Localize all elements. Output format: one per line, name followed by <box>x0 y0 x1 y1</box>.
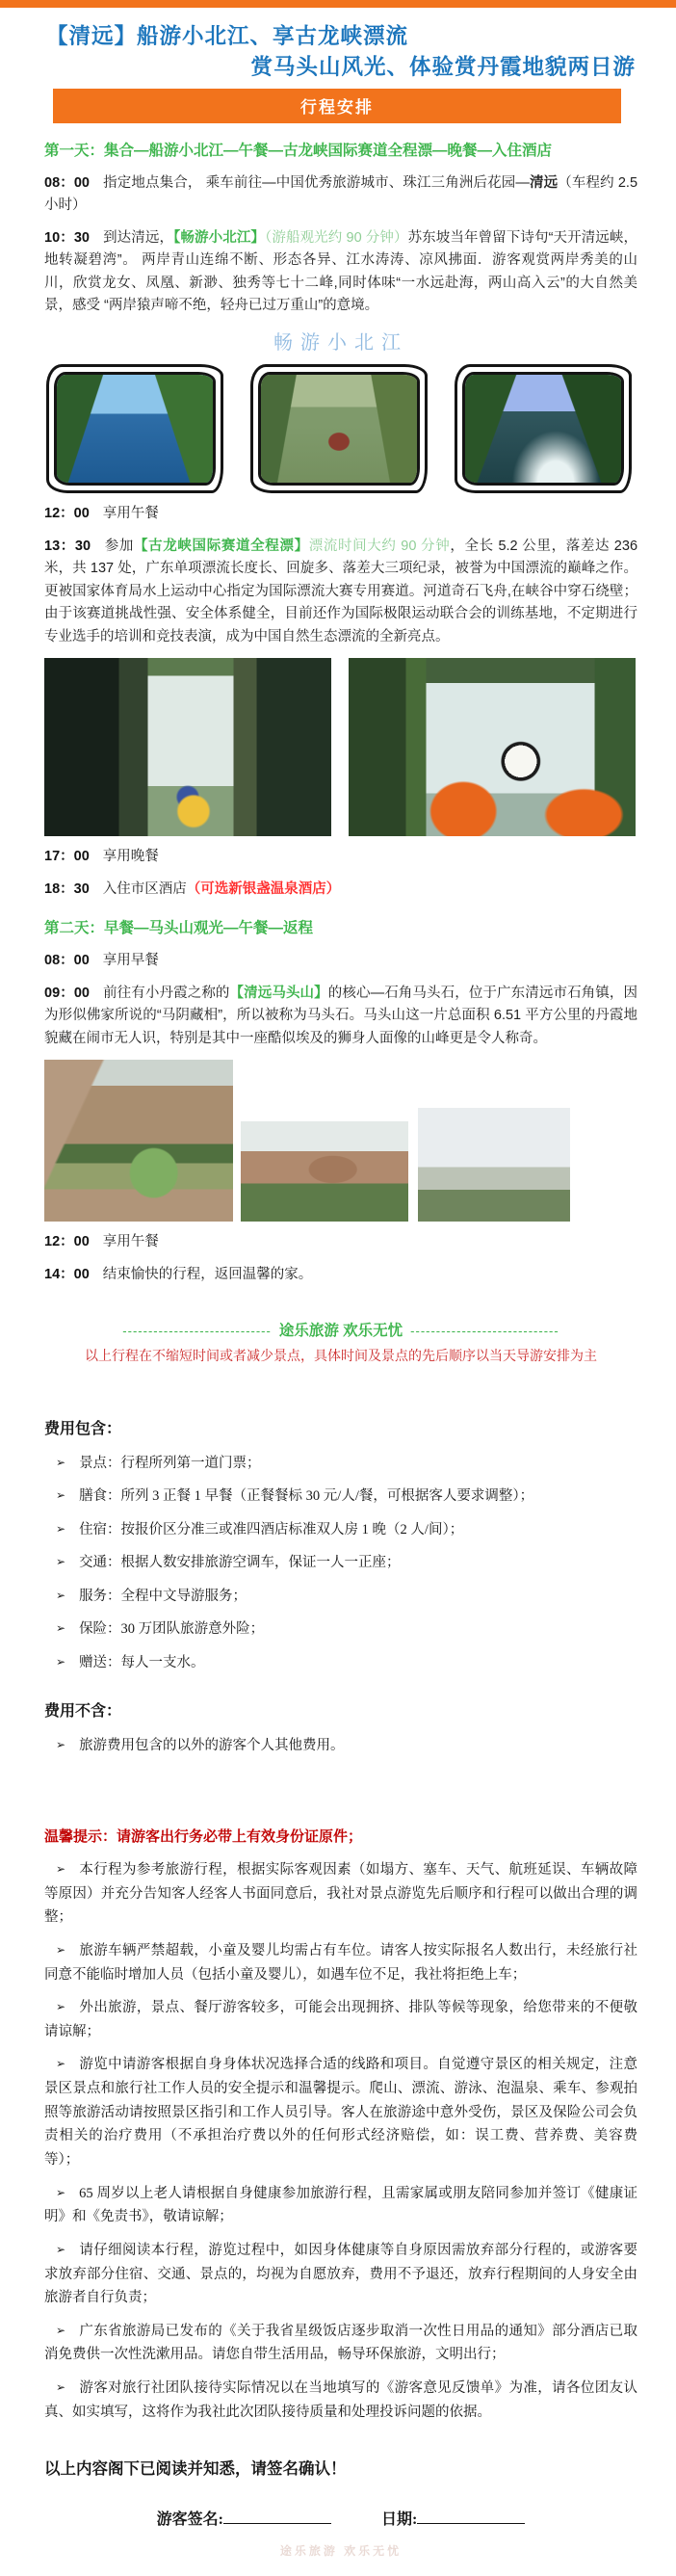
fee-item-text: 赠送：每人一支水。 <box>79 1654 205 1670</box>
arrow-bullet-icon: ➢ <box>56 1861 66 1876</box>
fee-item <box>44 1453 637 1475</box>
arrow-bullet-icon: ➢ <box>56 1555 66 1569</box>
tips-list <box>44 1858 637 2424</box>
fees-excluded-title: 费用不含： <box>44 1703 122 1721</box>
photo-matoushan-3 <box>418 1108 570 1222</box>
row-text: 的核心—石角马头石，位于广东清远市石角镇，因为形似佛家所说的“马阴藏相”，所以被称为马头石。马头山这一片总面积 6.51 平方公里的丹霞地貌藏在闹市无人识，特别是其中一座酷似埃及的狮身人面像的山峰更是令人称奇。 <box>44 985 638 1046</box>
fee-item-text: 保险：30 万团队旅游意外险； <box>79 1621 265 1638</box>
photo-caption: 畅游小北江 <box>273 331 408 354</box>
time-label: 12：00 <box>44 506 90 522</box>
brand-divider <box>44 1319 637 1343</box>
row-text: 享用午餐 <box>102 506 159 522</box>
arrow-bullet-icon: ➢ <box>56 2057 66 2071</box>
tip-item-text: 游览中请游客根据自身身体状况选择合适的线路和项目。自觉遵守景区的相关规定，注意景区景点和旅行社工作人员的安全提示和温馨提示。爬山、漂流、游泳、泡温泉、乘车、参观拍照等旅游活动请按照景区指引和工作人员引导。客人在旅游途中意外受伤，景区及保险公司会负责相关的治疗费用（不承担治疗费以外的任何形式经济赔偿，如：误工费、营养费、美容费等）； <box>44 2057 637 2168</box>
terms-section <box>44 1417 637 2533</box>
photo-gulongxia-rafting-1 <box>44 658 331 836</box>
arrow-bullet-icon: ➢ <box>56 1621 66 1636</box>
time-label: 17：00 <box>44 849 90 865</box>
arrow-bullet-icon: ➢ <box>56 1488 66 1503</box>
tip-item-text: 外出旅游，景点、餐厅游客较多，可能会出现拥挤、排队等候等现象，给您带来的不便敬请谅解； <box>44 2000 637 2039</box>
row-text: 结束愉快的行程，返回温馨的家。 <box>102 1266 313 1282</box>
row-text: 苏东坡当年曾留下诗句“天开清远峡，地转凝碧湾”。 两岸青山连绵不断、形态各异、江水涛涛、凉风拂面．游客观赏两岸秀美的山川，欣赏龙女、凤凰、新渺、独秀等七十二峰,同时体味“一水远赴海，两山高入云”的大自然美景，感受 “两岸猿声啼不绝，轻舟已过万重山”的意境。 <box>44 229 638 314</box>
title-line-1: 【清远】船游小北江、享古龙峡漂流 <box>46 24 409 48</box>
tip-item-text: 本行程为参考旅游行程，根据实际客观因素（如塌方、塞车、天气、航班延误、车辆故障等原因）并充分告知客人经客人书面同意后，我社对景点游览先后顺序和行程可以做出合理的调整； <box>44 1861 637 1926</box>
confirm-statement: 以上内容阁下已阅读并知悉，请签名确认！ <box>44 2459 347 2479</box>
tips-title: 温馨提示：请游客出行务必带上有效身份证原件； <box>44 1828 363 1845</box>
time-label: 08：00 <box>44 953 90 969</box>
fee-item-text: 旅游费用包含的以外的游客个人其他费用。 <box>79 1738 345 1754</box>
row-text: 享用晚餐 <box>102 849 159 865</box>
row-text: ，全长 5.2 公里，落差达 236 米，共 137 处，广东单项漂流长度长、回旋多、落差大三项纪录，被誉为中国漂流的巅峰之作。更被国家体育局水上运动中心指定为国际漂流大赛专用赛道。河道奇石飞舟,在峡谷中穿石绕壁；由于该赛道挑战性强、安全体系健全，目前还作为国际极限运动联合会的训练基地，不定期进行专业选手的培训和竞技表演，成为中国自然生态漂流的全新亮点。 <box>44 538 638 644</box>
fee-item <box>44 1618 637 1641</box>
row-text: （车程约 2.5 小时） <box>44 174 638 214</box>
attraction-tag: 【古龙峡国际赛道全程漂】 <box>133 538 309 554</box>
day1-row-0800 <box>44 172 637 218</box>
fee-item <box>44 1586 637 1608</box>
watermark: 途乐旅游 欢乐无忧 <box>279 2544 403 2559</box>
photo-gulongxia-rafting-2 <box>349 658 636 836</box>
photo-frame-inner <box>258 372 420 486</box>
fees-included-list <box>44 1453 637 1674</box>
date-label: 日期: <box>381 2511 418 2529</box>
day2-row-0900 <box>44 983 637 1050</box>
title-line-2: 赏马头山风光、体验赏丹霞地貌两日游 <box>250 54 636 79</box>
time-label: 13：30 <box>44 538 91 554</box>
row-text: 享用午餐 <box>102 1234 159 1250</box>
tip-item-text: 广东省旅游局已发布的《关于我省星级饭店逐步取消一次性日用品的通知》部分酒店已取消免费供一次性洗漱用品。请您自带生活用品，畅导环保旅游，文明出行； <box>44 2323 637 2363</box>
fee-item-text: 住宿：按报价区分准三或准四酒店标准双人房 1 晚（2 人/间）； <box>79 1521 464 1538</box>
day1-row-1200 <box>44 503 637 525</box>
attraction-tag: 【畅游小北江】 <box>173 229 266 246</box>
fee-item <box>44 1519 637 1541</box>
destination-bold: 清远 <box>529 174 559 191</box>
arrow-bullet-icon: ➢ <box>56 1942 66 1957</box>
danxia-photo-row <box>44 1060 636 1222</box>
arrow-bullet-icon: ➢ <box>56 2323 66 2337</box>
arrow-bullet-icon: ➢ <box>56 2000 66 2014</box>
day2-row-0800 <box>44 950 637 972</box>
time-label: 10：30 <box>44 229 90 246</box>
tip-item <box>44 2377 637 2424</box>
duration-note: 漂流时间大约 90 分钟 <box>308 538 451 554</box>
tip-item-text: 游客对旅行社团队接待实际情况以在当地填写的《游客意见反馈单》为准，请各位团友认真、如实填写，这将作为我社此次团队接待质量和处理投诉问题的依据。 <box>44 2380 637 2420</box>
arrow-bullet-icon: ➢ <box>56 2185 66 2199</box>
day2-row-1400 <box>44 1264 637 1286</box>
tip-item <box>44 1858 637 1930</box>
arrow-bullet-icon: ➢ <box>56 1738 66 1752</box>
photo-frame-inner <box>462 372 624 486</box>
date-blank-field[interactable] <box>417 2510 525 2524</box>
photo-matoushan-2 <box>241 1121 408 1222</box>
day1-row-1330 <box>44 536 637 648</box>
time-label: 14：00 <box>44 1266 90 1282</box>
fee-item-text: 交通：根据人数安排旅游空调车，保证一人一正座； <box>79 1555 401 1571</box>
rafting-photo-row <box>44 658 636 836</box>
divider-dashes-left: ----------------------------- <box>122 1324 272 1339</box>
fee-item <box>44 1735 637 1757</box>
day1-row-1700 <box>44 846 637 868</box>
signature-row <box>44 2508 637 2533</box>
row-text: 入住市区酒店 <box>102 881 187 897</box>
day2-title: 第二天：早餐—马头山观光—午餐—返程 <box>44 920 314 937</box>
fee-item <box>44 1652 637 1674</box>
fee-item-text: 服务：全程中文导游服务； <box>79 1588 247 1604</box>
row-text: 前往有小丹霞之称的 <box>102 985 230 1001</box>
fees-excluded-list <box>44 1735 637 1757</box>
signature-label: 游客签名: <box>156 2511 223 2529</box>
photo-xiaobeijiang-1 <box>57 375 213 483</box>
arrow-bullet-icon: ➢ <box>56 1521 66 1536</box>
arrow-bullet-icon: ➢ <box>56 2242 66 2256</box>
attraction-tag: 【清远马头山】 <box>229 985 328 1001</box>
fees-included-title: 费用包含： <box>44 1420 122 1437</box>
row-text: 享用早餐 <box>102 953 159 969</box>
photo-xiaobeijiang-2 <box>261 375 417 483</box>
itinerary-banner: 行程安排 <box>53 89 621 123</box>
river-photo-row <box>46 364 632 493</box>
arrow-bullet-icon: ➢ <box>56 1654 66 1669</box>
fee-item-text: 景点：行程所列第一道门票； <box>79 1455 261 1471</box>
time-label: 08：00 <box>44 174 91 191</box>
tip-item <box>44 2053 637 2171</box>
row-text: 到达清远， <box>102 229 174 246</box>
time-label: 09：00 <box>44 985 90 1001</box>
time-label: 12：00 <box>44 1234 90 1250</box>
signature-blank-field[interactable] <box>223 2510 331 2524</box>
photo-frame-inner <box>54 372 216 486</box>
day1-title: 第一天：集合—船游小北江—午餐—古龙峡国际赛道全程漂—晚餐—入住酒店 <box>44 142 553 159</box>
photo-frame <box>250 364 428 493</box>
day1-row-1030 <box>44 227 637 318</box>
tip-item <box>44 2320 637 2367</box>
tip-item <box>44 2239 637 2310</box>
schedule-notice: 以上行程在不缩短时间或者减少景点，具体时间及景点的先后顺序以当天导游安排为主 <box>85 1348 597 1364</box>
photo-frame <box>46 364 223 493</box>
day2-row-1200 <box>44 1231 637 1253</box>
tip-item <box>44 1996 637 2043</box>
tip-item <box>44 2182 637 2229</box>
hotel-option-red: （可选新银盏温泉酒店） <box>186 881 341 897</box>
fee-item <box>44 1485 637 1508</box>
itinerary-content <box>0 139 676 2562</box>
tip-item <box>44 1939 637 1986</box>
duration-note: （游船观光约 90 分钟） <box>265 229 408 246</box>
page-title <box>46 21 636 83</box>
row-text: 参加 <box>104 538 134 554</box>
photo-matoushan-1 <box>44 1060 233 1222</box>
row-text: 指定地点集合， 乘车前往—中国优秀旅游城市、珠江三角洲后花园— <box>103 174 530 191</box>
arrow-bullet-icon: ➢ <box>56 1455 66 1469</box>
photo-frame <box>455 364 632 493</box>
fee-item <box>44 1552 637 1574</box>
photo-xiaobeijiang-3 <box>465 375 621 483</box>
time-label: 18：30 <box>44 881 90 897</box>
divider-dashes-right: ----------------------------- <box>410 1324 559 1339</box>
fee-item-text: 膳食：所列 3 正餐 1 早餐（正餐餐标 30 元/人/餐，可根据客人要求调整）； <box>79 1488 534 1505</box>
tip-item-text: 旅游车辆严禁超载，小童及婴儿均需占有车位。请客人按实际报名人数出行，未经旅行社同意不能临时增加人员（包括小童及婴儿），如遇车位不足，我社将拒绝上车； <box>44 1942 637 1983</box>
brand-wordmark: 途乐旅游 欢乐无忧 <box>278 1323 403 1340</box>
day1-row-1830 <box>44 879 637 901</box>
top-orange-strip <box>0 0 676 8</box>
arrow-bullet-icon: ➢ <box>56 2380 66 2395</box>
tip-item-text: 请仔细阅读本行程，游览过程中，如因身体健康等自身原因需放弃部分行程的，或游客要求放弃部分住宿、交通、景点的，均视为自愿放弃，费用不予退还，放弃行程期间的人身安全由旅游者自行负责； <box>44 2242 637 2306</box>
tip-item-text: 65 周岁以上老人请根据自身健康参加旅游行程，且需家属或朋友陪同参加并签订《健康证明》和《免责书》，敬请谅解； <box>44 2185 637 2225</box>
arrow-bullet-icon: ➢ <box>56 1588 66 1602</box>
